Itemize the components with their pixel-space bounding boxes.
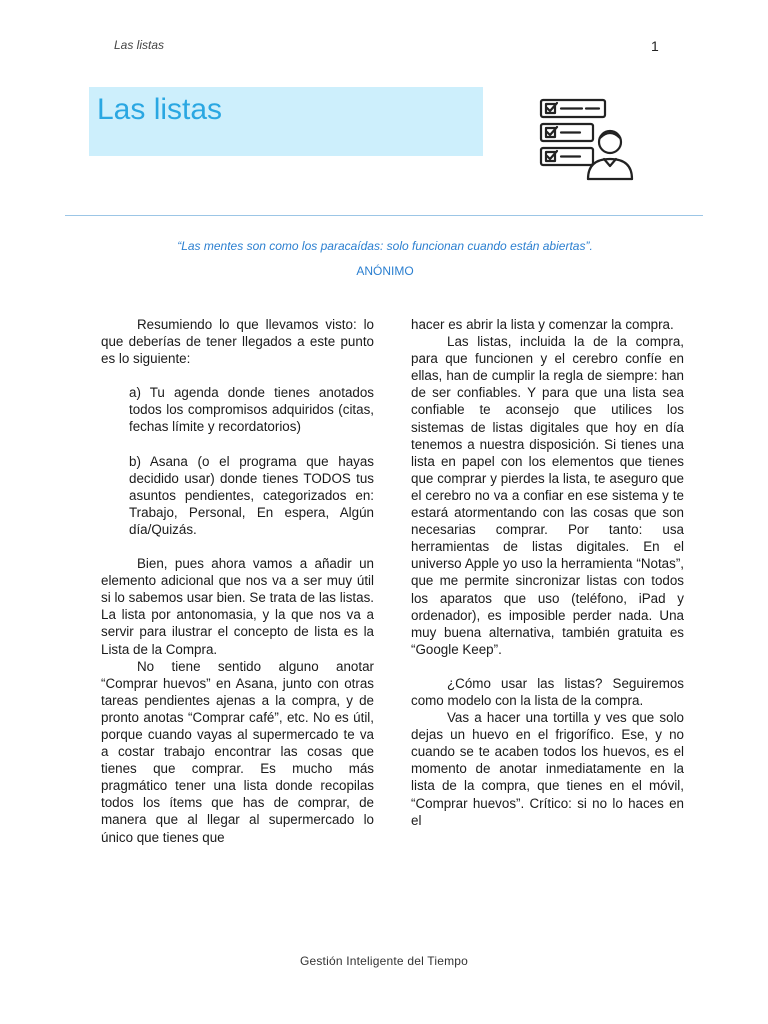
paragraph: Resumiendo lo que llevamos visto: lo que deberías de tener llegados a este punto es lo siguiente: xyxy=(101,317,374,367)
list-item: b) Asana (o el programa que hayas decidido usar) donde tienes TODOS tus asuntos pendientes, categorizados en: Trabajo, Personal, En espera, Algún día/Quizás. xyxy=(129,453,374,537)
text-column-left xyxy=(101,316,374,846)
page-footer: Gestión Inteligente del Tiempo xyxy=(299,954,469,968)
epigraph-author: ANÓNIMO xyxy=(356,264,414,278)
paragraph: Las listas, incluida la de la compra, para que funcionen y el cerebro confíe en ellas, han de cumplir la regla de siempre: han de ser confiables. Y para que una lista sea confiable te aconsejo que utilices los sistemas de listas digitales que hoy en día tenemos a nuestra disposición. Si tienes una lista en papel con los elementos que tienes que comprar y pierdes la lista, te aseguro que el cerebro no va a confiar en ese sistema y te estará atormentando con las cosas que son necesarias comprar. Por tanto: usa herramientas de listas digitales. En el universo Apple yo uso la herramienta “Notas”, que me permite sincronizar listas con todos los aparatos que uso (teléfono, iPad y ordenador), es imposible perder nada. Una muy buena alternativa, también gratuita es “Google Keep”. xyxy=(411,334,684,657)
paragraph: No tiene sentido alguno anotar “Comprar huevos” en Asana, junto con otras tareas pendientes ajenas a la compra, y de pronto anotas “Comprar café”, etc. No es útil, porque cuando vayas al supermercado te va a costar trabajo encontrar las cosas que tienes que comprar. Es mucho más pragmático tener una lista donde recopilas todos los ítems que has de comprar, de manera que al llegar al supermercado lo único que tienes que xyxy=(101,658,374,845)
page-number: 1 xyxy=(651,38,659,54)
running-header: Las listas xyxy=(114,38,165,52)
paragraph: Vas a hacer una tortilla y ves que solo dejas un huevo en el frigorífico. Ese, y no cuando se te acaben todos los huevos, es el momento de anotar inmediatamente en la lista de la compra, que tienes en el móvil, “Comprar huevos”. Crítico: si no lo haces en el xyxy=(411,710,684,828)
paragraph: hacer es abrir la lista y comenzar la compra. xyxy=(411,317,674,332)
paragraph: ¿Cómo usar las listas? Seguiremos como modelo con la lista de la compra. xyxy=(411,675,684,708)
paragraph: Bien, pues ahora vamos a añadir un elemento adicional que nos va a ser muy útil si lo sabemos usar bien. Se trata de las listas. La lista por antonomasia, y la que nos va a servir para ilustrar el concepto de lista es la Lista de la Compra. xyxy=(101,556,374,657)
epigraph-quote: “Las mentes son como los paracaídas: solo funcionan cuando están abiertas”. xyxy=(177,239,593,253)
page-title: Las listas xyxy=(97,93,223,126)
text-column-right xyxy=(411,316,684,829)
checklist-person-icon xyxy=(536,94,636,186)
section-divider xyxy=(65,215,703,216)
list-item: a) Tu agenda donde tienes anotados todos los compromisos adquiridos (citas, fechas límite y recordatorios) xyxy=(129,385,374,435)
title-banner xyxy=(89,87,483,156)
